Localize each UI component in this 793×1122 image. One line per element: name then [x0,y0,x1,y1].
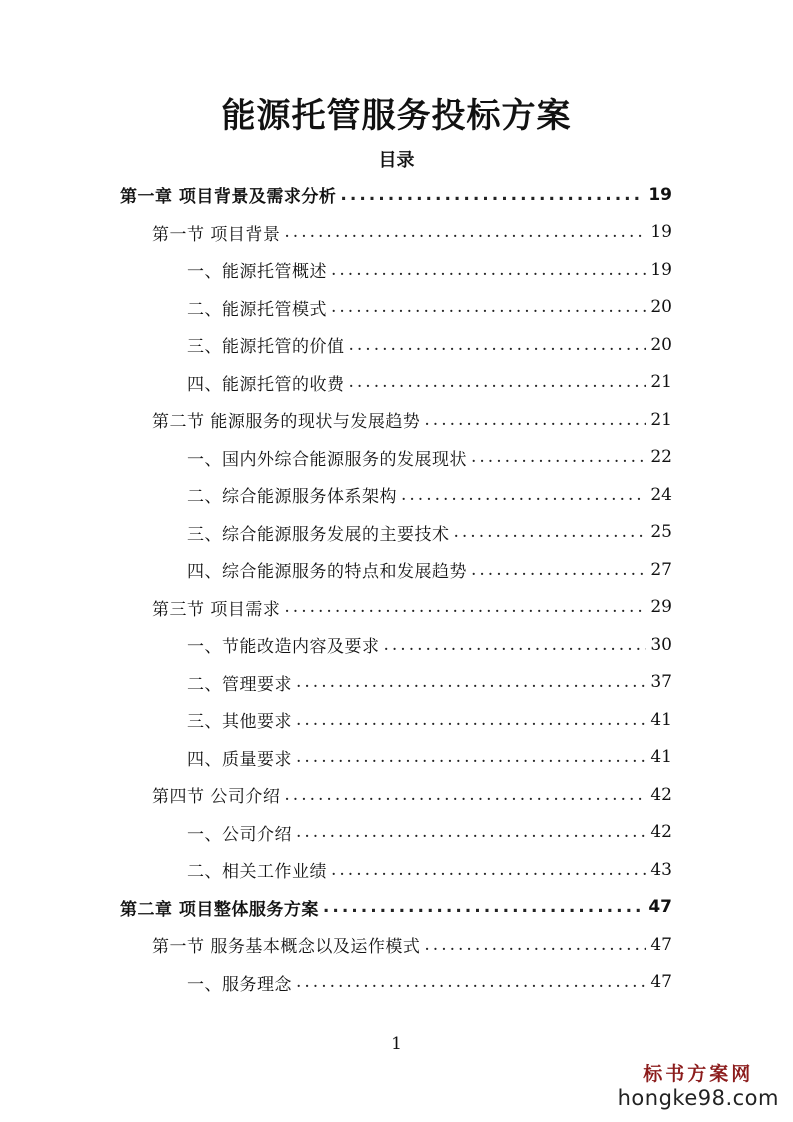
page-number: 1 [391,1034,402,1054]
toc-entry-title: 一、节能改造内容及要求 [187,637,380,657]
toc-entry-title: 三、综合能源服务发展的主要技术 [187,524,450,545]
toc-entry-title: 二、能源托管模式 [187,299,327,320]
toc-leader-dots [349,372,647,392]
toc-leader-dots [454,522,647,542]
toc-entry-title: 四、能源托管的收费 [187,374,345,395]
toc-leader-dots [331,260,646,280]
toc-entry-page: 25 [650,522,672,542]
toc-entry[interactable] [187,851,672,888]
toc-entry-page: 19 [650,259,672,280]
toc-entry[interactable] [187,551,672,588]
toc-entry-title: 四、综合能源服务的特点和发展趋势 [187,562,467,582]
toc-entry-title: 一、服务理念 [187,974,292,995]
toc-entry[interactable] [187,326,672,363]
toc-leader-dots [471,560,646,580]
toc-entry-page: 47 [648,897,672,917]
toc-entry-page: 41 [650,747,672,767]
toc-leader-dots [296,972,646,992]
toc-entry-page: 24 [650,484,672,505]
toc-entry[interactable] [152,589,672,626]
toc-entry[interactable] [187,701,672,738]
toc-entry[interactable] [187,364,672,401]
toc-entry[interactable] [152,214,672,251]
toc-entry-title: 第三节 项目需求 [152,599,281,620]
toc-leader-dots [340,185,644,205]
toc-entry[interactable] [187,626,672,663]
toc-leader-dots [331,860,646,880]
toc-entry[interactable] [152,926,672,963]
toc-entry-title: 三、其他要求 [187,712,292,732]
toc-entry-title: 一、公司介绍 [187,824,292,845]
toc-leader-dots [471,447,646,467]
toc-entry-title: 二、管理要求 [187,674,292,695]
toc-entry-page: 47 [650,972,672,992]
toc-entry[interactable] [187,476,672,513]
toc-leader-dots [384,635,647,655]
toc-entry[interactable] [120,889,672,926]
toc-leader-dots [296,822,646,842]
toc-entry-page: 21 [650,372,672,392]
toc-entry-title: 四、质量要求 [187,749,292,770]
toc-entry-page: 22 [650,447,672,467]
toc-entry-page: 43 [650,859,672,880]
toc-leader-dots [284,597,646,617]
toc-leader-dots [323,897,644,917]
toc-entry-title: 第二节 能源服务的现状与发展趋势 [152,412,421,432]
toc-entry-page: 27 [650,559,672,580]
toc-entry-page: 37 [650,672,672,692]
toc-entry[interactable] [187,251,672,288]
toc-entry-page: 29 [650,597,672,617]
watermark-logo [618,1059,779,1110]
toc-leader-dots [349,335,647,355]
toc-leader-dots [424,935,646,955]
toc-leader-dots [331,297,646,317]
toc-entry[interactable] [187,739,672,776]
toc-entry-title: 第一节 项目背景 [152,224,281,245]
toc-entry-title: 第一章 项目背景及需求分析 [120,187,337,207]
toc-entry-page: 41 [650,709,672,730]
watermark-cn: 标书方案网 [643,1063,754,1085]
toc-entry[interactable] [187,514,672,551]
toc-leader-dots [424,410,646,430]
toc-entry-title: 第一节 服务基本概念以及运作模式 [152,937,421,957]
toc-entry-title: 一、国内外综合能源服务的发展现状 [187,449,467,470]
toc-leader-dots [401,485,646,505]
toc-entry[interactable] [187,814,672,851]
toc-entry[interactable] [120,176,672,213]
toc-entry-title: 第二章 项目整体服务方案 [120,899,319,920]
toc-entry-page: 21 [650,409,672,430]
toc-entry-title: 一、能源托管概述 [187,262,327,282]
toc-entry-title: 三、能源托管的价值 [187,337,345,357]
toc-entry-title: 二、综合能源服务体系架构 [187,487,397,507]
toc-leader-dots [284,222,646,242]
toc-entry[interactable] [187,289,672,326]
toc-entry-page: 19 [650,222,672,242]
toc-entry-page: 42 [650,784,672,805]
toc-leader-dots [284,785,646,805]
document-title: 能源托管服务投标方案 [221,96,572,136]
toc-entry[interactable] [187,964,672,1001]
toc-heading: 目录 [378,150,415,171]
toc-entry[interactable] [187,664,672,701]
toc-entry-page: 47 [650,934,672,955]
toc-leader-dots [296,747,646,767]
toc-entry[interactable] [187,439,672,476]
toc-leader-dots [296,672,646,692]
toc-leader-dots [296,710,646,730]
toc-entry[interactable] [152,776,672,813]
toc-entry-title: 二、相关工作业绩 [187,862,327,882]
toc-entry-page: 20 [650,334,672,355]
toc-entry-title: 第四节 公司介绍 [152,787,281,807]
toc-entry[interactable] [152,401,672,438]
toc-entry-page: 20 [650,297,672,317]
toc-entry-page: 42 [650,822,672,842]
toc-entry-page: 30 [650,634,672,655]
toc-entry-page: 19 [648,184,672,205]
watermark-url: hongke98.com [617,1086,779,1110]
